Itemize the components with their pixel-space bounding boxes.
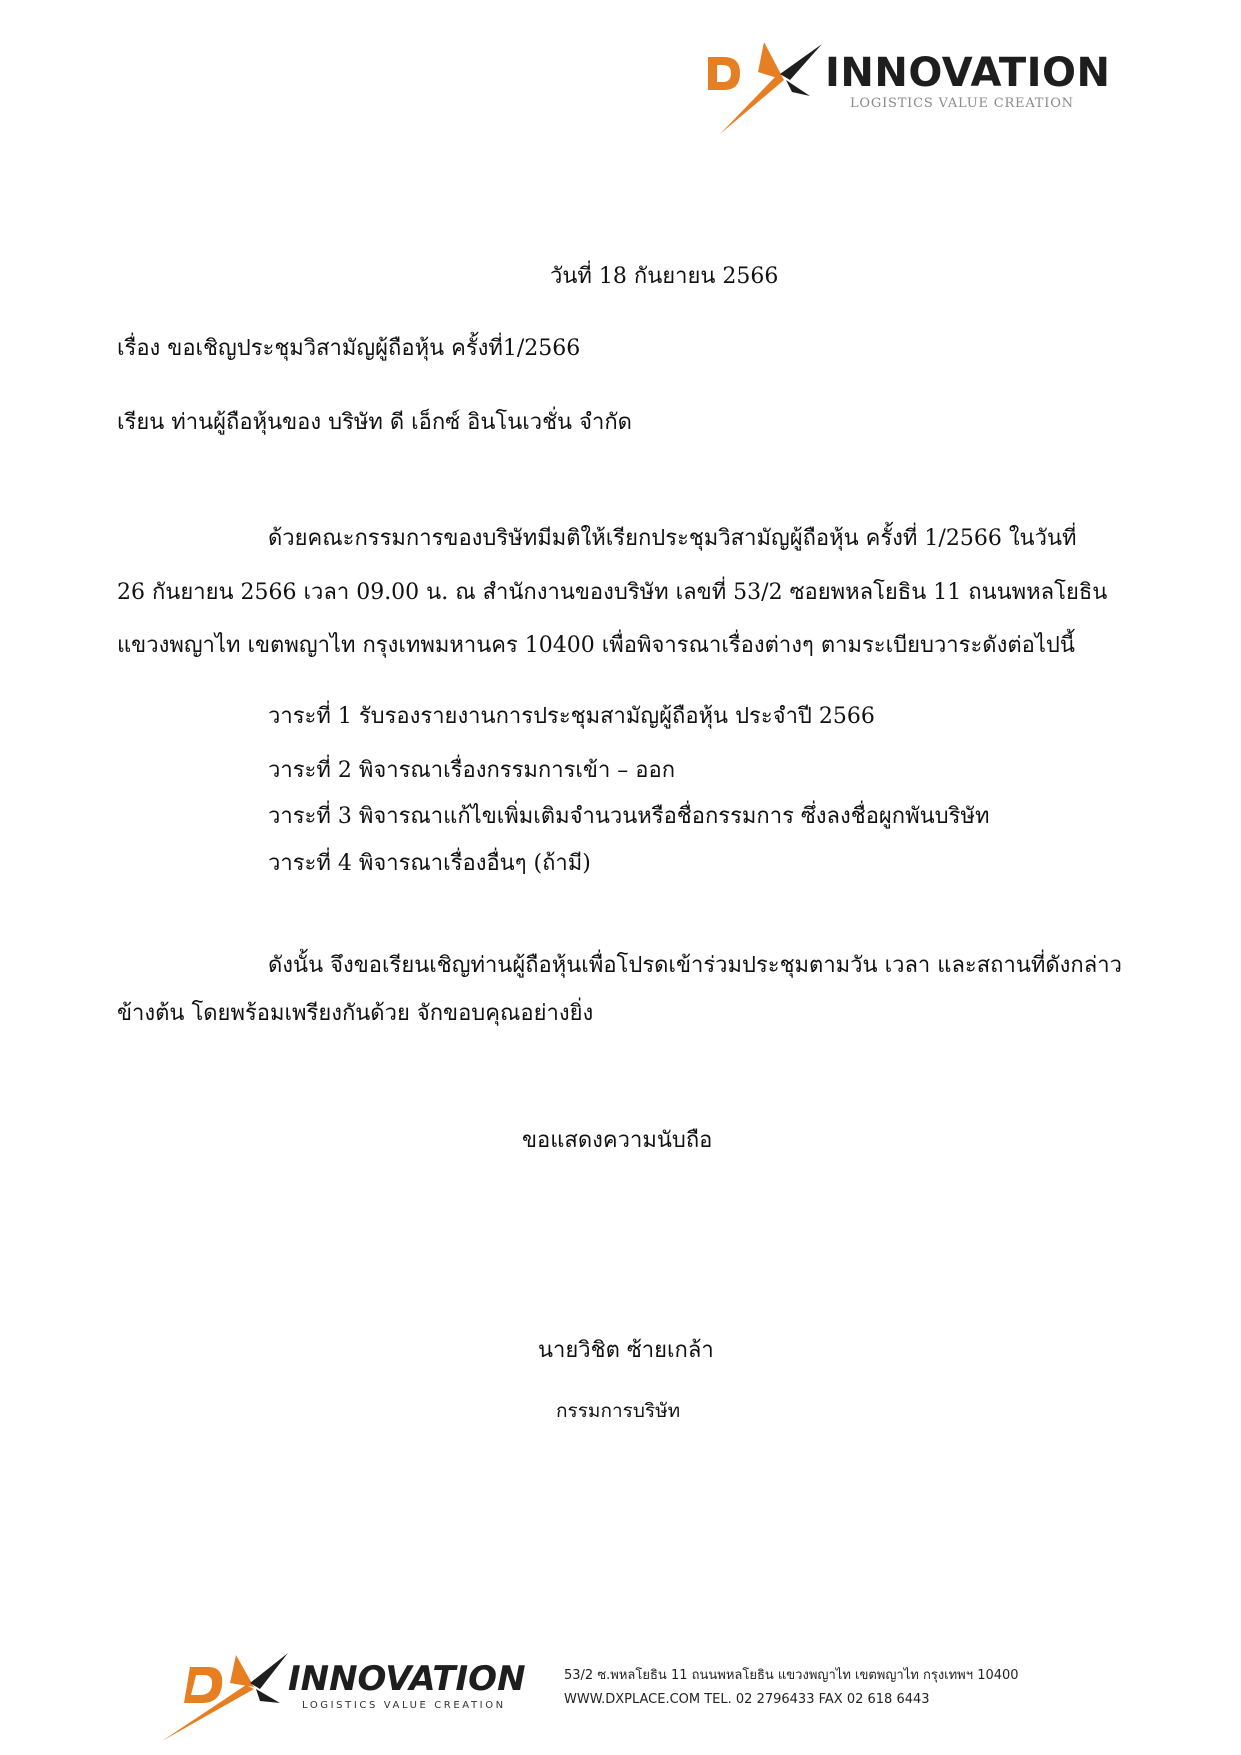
dx-mark-icon [700,30,830,140]
letter-subject: เรื่อง ขอเชิญประชุมวิสามัญผู้ถือหุ้น ครั้งที่1/2566 [117,336,581,361]
agenda-item-2: วาระที่ 2 พิจารณาเรื่องกรรมการเข้า – ออก [268,758,676,783]
footer-contact: WWW.DXPLACE.COM TEL. 02 2796433 FAX 02 618 6443 [564,1692,930,1707]
company-logo-header [700,30,1111,140]
closing-line-1: ดังนั้น จึงขอเรียนเชิญท่านผู้ถือหุ้นเพื่อโปรดเข้าร่วมประชุมตามวัน เวลา และสถานที่ดังกล่าว [268,953,1122,978]
dx-mark-footer-icon [160,1645,295,1745]
logo-wordmark: INNOVATION [825,50,1111,96]
footer-address: 53/2 ซ.พหลโยธิน 11 ถนนพหลโยธิน แขวงพญาไท เขตพญาไท กรุงเทพฯ 10400 [564,1668,1019,1683]
agenda-item-4: วาระที่ 4 พิจารณาเรื่องอื่นๆ (ถ้ามี) [268,851,591,876]
signatory-title: กรรมการบริษัท [556,1400,681,1422]
logo-tagline: LOGISTICS VALUE CREATION [850,96,1074,111]
agenda-item-1: วาระที่ 1 รับรองรายงานการประชุมสามัญผู้ถือหุ้น ประจำปี 2566 [268,704,875,729]
body-line-1: ด้วยคณะกรรมการของบริษัทมีมติให้เรียกประชุมวิสามัญผู้ถือหุ้น ครั้งที่ 1/2566 ในวันที่ [268,526,1077,551]
company-logo-footer [160,1645,530,1745]
closing-line-2: ข้างต้น โดยพร้อมเพรียงกันด้วย จักขอบคุณอย่างยิ่ง [117,1001,594,1026]
agenda-item-3: วาระที่ 3 พิจารณาแก้ไขเพิ่มเติมจำนวนหรือชื่อกรรมการ ซึ่งลงชื่อผูกพันบริษัท [268,804,990,829]
body-line-2: 26 กันยายน 2566 เวลา 09.00 น. ณ สำนักงานของบริษัท เลขที่ 53/2 ซอยพหลโยธิน 11 ถนนพหลโยธิน [117,580,1108,605]
letter-regards: ขอแสดงความนับถือ [522,1128,713,1153]
signatory-name: นายวิชิต ซ้ายเกล้า [538,1338,714,1363]
body-line-3: แขวงพญาไท เขตพญาไท กรุงเทพมหานคร 10400 เพื่อพิจารณาเรื่องต่างๆ ตามระเบียบวาระดังต่อไปนี้ [117,633,1075,658]
footer-logo-wordmark: INNOVATION [288,1659,526,1699]
letter-date: วันที่ 18 กันยายน 2566 [550,264,779,289]
letter-recipient: เรียน ท่านผู้ถือหุ้นของ บริษัท ดี เอ็กซ์ อินโนเวชั่น จำกัด [117,410,632,435]
footer-logo-tagline: LOGISTICS VALUE CREATION [302,1700,506,1711]
